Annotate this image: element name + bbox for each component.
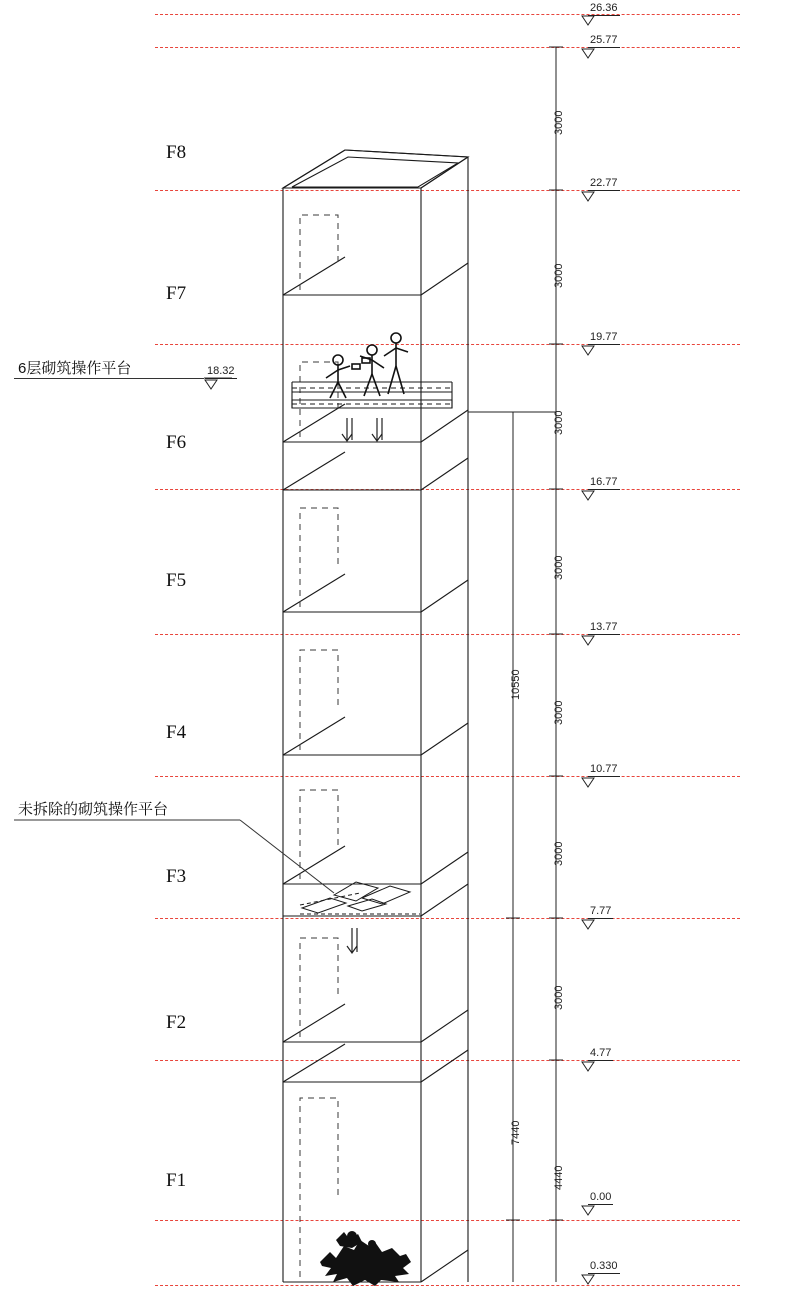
dimension-7440: 7440	[510, 1120, 522, 1145]
floor-label-f6: F6	[166, 432, 187, 453]
elevation-marker-16-77: 16.77	[590, 476, 618, 488]
dimension-3000-f7: 3000	[553, 263, 565, 288]
floor-label-f2: F2	[166, 1012, 187, 1033]
elevation-marker-19-77: 19.77	[590, 331, 618, 343]
floor-label-f4: F4	[166, 722, 187, 743]
elevation-marker-26-36: 26.36	[590, 2, 618, 14]
floor-label-f8: F8	[166, 142, 187, 163]
elevation-marker-0-00: 0.00	[590, 1191, 612, 1203]
dimension-3000-f6: 3000	[553, 410, 565, 435]
dimension-3000-f2: 3000	[553, 985, 565, 1010]
annotation-f6-platform: 6层砌筑操作平台	[18, 360, 132, 377]
floor-label-f3: F3	[166, 866, 187, 887]
elevation-marker-4-77: 4.77	[590, 1047, 612, 1059]
elevation-marker-10-77: 10.77	[590, 763, 618, 775]
floor-label-f5: F5	[166, 570, 187, 591]
dimension-3000-f5: 3000	[553, 555, 565, 580]
dimension-10550: 10550	[510, 669, 522, 700]
elevation-marker-25-77: 25.77	[590, 34, 618, 46]
dimension-3000-f4: 3000	[553, 700, 565, 725]
dimension-3000-f3: 3000	[553, 841, 565, 866]
elevation-marker-13-77: 13.77	[590, 621, 618, 633]
elevation-marker-18-32: 18.32	[207, 365, 235, 377]
floor-label-f7: F7	[166, 283, 187, 304]
elevation-marker-7-77: 7.77	[590, 905, 612, 917]
dimension-4440-f1: 4440	[553, 1165, 565, 1190]
dimension-3000-f8: 3000	[553, 110, 565, 135]
elevation-marker-22-77: 22.77	[590, 177, 618, 189]
elevation-marker-0-330: 0.330	[590, 1260, 618, 1272]
annotation-f3-platform: 未拆除的砌筑操作平台	[18, 801, 169, 818]
floor-label-f1: F1	[166, 1170, 187, 1191]
